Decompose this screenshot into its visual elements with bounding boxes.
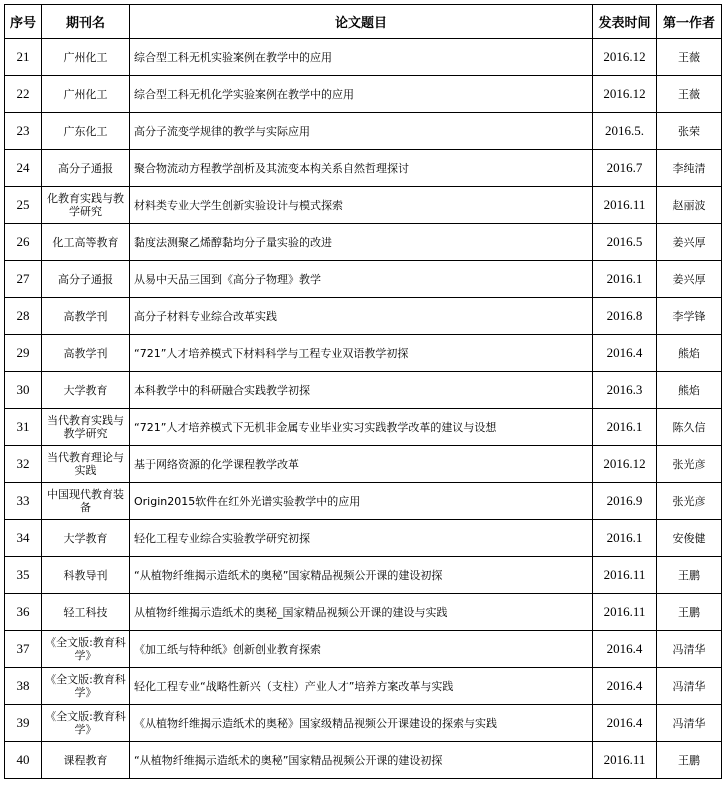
cell-journal: 广州化工 (42, 76, 130, 113)
cell-author: 王鹏 (657, 742, 722, 779)
cell-date: 2016.8 (593, 298, 657, 335)
cell-journal: 化教育实践与教学研究 (42, 187, 130, 224)
cell-journal: 高教学刊 (42, 298, 130, 335)
cell-journal: 广东化工 (42, 113, 130, 150)
cell-journal: 高分子通报 (42, 150, 130, 187)
cell-no: 22 (5, 76, 42, 113)
cell-journal: 当代教育实践与教学研究 (42, 409, 130, 446)
cell-no: 38 (5, 668, 42, 705)
cell-author: 李纯清 (657, 150, 722, 187)
cell-author: 张荣 (657, 113, 722, 150)
cell-no: 35 (5, 557, 42, 594)
cell-journal: 课程教育 (42, 742, 130, 779)
cell-date: 2016.11 (593, 594, 657, 631)
cell-title: “从植物纤维揭示造纸术的奥秘”国家精品视频公开课的建设初探 (130, 742, 593, 779)
table-row (5, 409, 722, 446)
cell-no: 36 (5, 594, 42, 631)
cell-title: 本科教学中的科研融合实践教学初探 (130, 372, 593, 409)
cell-author: 熊焰 (657, 372, 722, 409)
cell-no: 32 (5, 446, 42, 483)
cell-author: 冯清华 (657, 668, 722, 705)
table-row (5, 372, 722, 409)
cell-author: 王薇 (657, 76, 722, 113)
table-row (5, 298, 722, 335)
cell-journal: 大学教育 (42, 372, 130, 409)
cell-journal: 当代教育理论与实践 (42, 446, 130, 483)
cell-date: 2016.12 (593, 446, 657, 483)
cell-title: 从易中天品三国到《高分子物理》教学 (130, 261, 593, 298)
cell-author: 王鹏 (657, 557, 722, 594)
cell-title: “721”人才培养模式下材料科学与工程专业双语教学初探 (130, 335, 593, 372)
cell-date: 2016.12 (593, 76, 657, 113)
cell-date: 2016.1 (593, 409, 657, 446)
cell-journal: 广州化工 (42, 39, 130, 76)
table-row (5, 557, 722, 594)
header-author: 第一作者 (657, 5, 722, 39)
cell-journal: 《全文版:教育科学》 (42, 705, 130, 742)
table-row (5, 335, 722, 372)
cell-date: 2016.11 (593, 557, 657, 594)
cell-author: 熊焰 (657, 335, 722, 372)
cell-author: 张光彦 (657, 446, 722, 483)
cell-date: 2016.12 (593, 39, 657, 76)
header-date: 发表时间 (593, 5, 657, 39)
cell-journal: 中国现代教育装备 (42, 483, 130, 520)
cell-journal: 化工高等教育 (42, 224, 130, 261)
cell-no: 30 (5, 372, 42, 409)
cell-no: 37 (5, 631, 42, 668)
cell-date: 2016.1 (593, 520, 657, 557)
table-row (5, 76, 722, 113)
cell-author: 冯清华 (657, 631, 722, 668)
cell-author: 李学锋 (657, 298, 722, 335)
cell-title: 综合型工科无机实验案例在教学中的应用 (130, 39, 593, 76)
header-row (5, 5, 722, 39)
cell-journal: 高分子通报 (42, 261, 130, 298)
cell-journal: 轻工科技 (42, 594, 130, 631)
cell-title: 黏度法测聚乙烯醇黏均分子量实验的改进 (130, 224, 593, 261)
table-row (5, 705, 722, 742)
cell-author: 陈久信 (657, 409, 722, 446)
cell-date: 2016.4 (593, 705, 657, 742)
table-row (5, 150, 722, 187)
table-body (5, 39, 722, 779)
cell-journal: 《全文版:教育科学》 (42, 668, 130, 705)
table-row (5, 446, 722, 483)
cell-no: 29 (5, 335, 42, 372)
table-row (5, 668, 722, 705)
cell-title: “从植物纤维揭示造纸术的奥秘”国家精品视频公开课的建设初探 (130, 557, 593, 594)
cell-no: 39 (5, 705, 42, 742)
table-row (5, 520, 722, 557)
cell-title: 高分子流变学规律的教学与实际应用 (130, 113, 593, 150)
cell-title: 高分子材料专业综合改革实践 (130, 298, 593, 335)
cell-date: 2016.11 (593, 742, 657, 779)
header-journal: 期刊名 (42, 5, 130, 39)
cell-no: 28 (5, 298, 42, 335)
cell-journal: 科教导刊 (42, 557, 130, 594)
cell-title: 轻化工程专业综合实验教学研究初探 (130, 520, 593, 557)
cell-date: 2016.4 (593, 631, 657, 668)
table-row (5, 261, 722, 298)
cell-journal: 大学教育 (42, 520, 130, 557)
header-title: 论文题目 (130, 5, 593, 39)
cell-no: 31 (5, 409, 42, 446)
cell-date: 2016.1 (593, 261, 657, 298)
cell-date: 2016.3 (593, 372, 657, 409)
cell-title: 聚合物流动方程教学剖析及其流变本构关系自然哲理探讨 (130, 150, 593, 187)
cell-author: 王鹏 (657, 594, 722, 631)
cell-no: 23 (5, 113, 42, 150)
cell-no: 25 (5, 187, 42, 224)
cell-no: 27 (5, 261, 42, 298)
cell-author: 安俊健 (657, 520, 722, 557)
papers-table (4, 4, 722, 779)
table-row (5, 594, 722, 631)
table-row (5, 113, 722, 150)
cell-author: 赵丽波 (657, 187, 722, 224)
cell-no: 21 (5, 39, 42, 76)
cell-date: 2016.4 (593, 668, 657, 705)
cell-author: 冯清华 (657, 705, 722, 742)
cell-author: 姜兴厚 (657, 261, 722, 298)
cell-no: 34 (5, 520, 42, 557)
table-row (5, 742, 722, 779)
cell-title: 《从植物纤维揭示造纸术的奥秘》国家级精品视频公开课建设的探索与实践 (130, 705, 593, 742)
cell-date: 2016.5 (593, 224, 657, 261)
cell-title: 材料类专业大学生创新实验设计与模式探索 (130, 187, 593, 224)
cell-title: 基于网络资源的化学课程教学改革 (130, 446, 593, 483)
cell-date: 2016.9 (593, 483, 657, 520)
cell-author: 张光彦 (657, 483, 722, 520)
table-row (5, 39, 722, 76)
cell-title: Origin2015软件在红外光谱实验教学中的应用 (130, 483, 593, 520)
cell-title: 《加工纸与特种纸》创新创业教育探索 (130, 631, 593, 668)
document-page (4, 4, 721, 779)
cell-no: 40 (5, 742, 42, 779)
header-no: 序号 (5, 5, 42, 39)
cell-author: 王薇 (657, 39, 722, 76)
cell-title: “721”人才培养模式下无机非金属专业毕业实习实践教学改革的建议与设想 (130, 409, 593, 446)
table-row (5, 631, 722, 668)
cell-date: 2016.5. (593, 113, 657, 150)
table-row (5, 187, 722, 224)
cell-title: 轻化工程专业“战略性新兴（支柱）产业人才”培养方案改革与实践 (130, 668, 593, 705)
cell-date: 2016.4 (593, 335, 657, 372)
table-row (5, 224, 722, 261)
table-row (5, 483, 722, 520)
cell-date: 2016.11 (593, 187, 657, 224)
cell-no: 33 (5, 483, 42, 520)
cell-no: 26 (5, 224, 42, 261)
cell-journal: 高教学刊 (42, 335, 130, 372)
cell-title: 从植物纤维揭示造纸术的奥秘_国家精品视频公开课的建设与实践 (130, 594, 593, 631)
cell-author: 姜兴厚 (657, 224, 722, 261)
cell-journal: 《全文版:教育科学》 (42, 631, 130, 668)
cell-title: 综合型工科无机化学实验案例在教学中的应用 (130, 76, 593, 113)
cell-date: 2016.7 (593, 150, 657, 187)
cell-no: 24 (5, 150, 42, 187)
